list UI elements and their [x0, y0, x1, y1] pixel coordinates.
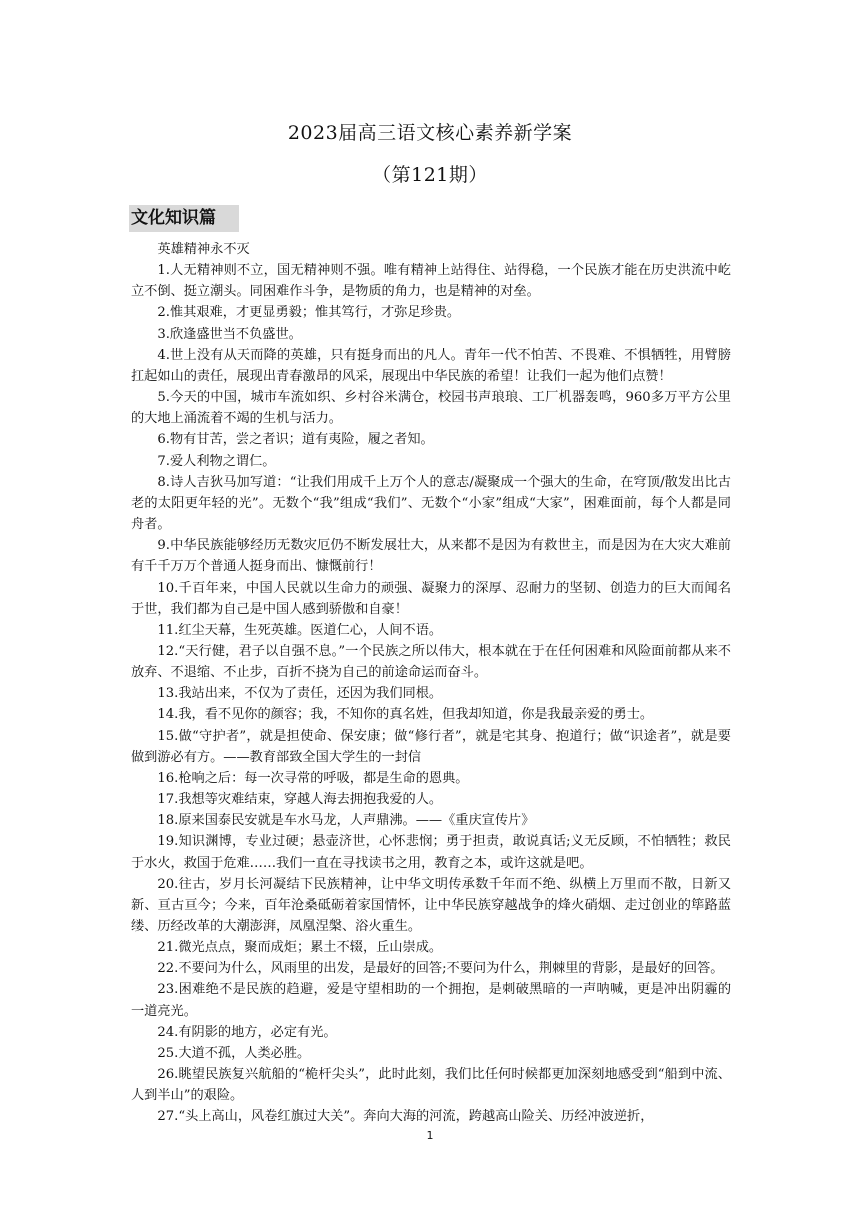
paragraph: 26.眺望民族复兴航船的“桅杆尖头”，此时此刻，我们比任何时候都更加深刻地感受到“船到中流、人到半山”的艰险。: [131, 1067, 731, 1104]
paragraph: 23.困难绝不是民族的趋避，爱是守望相助的一个拥抱，是刺破黑暗的一声呐喊，更是冲出阴霾的一道亮光。: [131, 982, 731, 1019]
paragraph: 16.枪响之后：每一次寻常的呼吸，都是生命的恩典。: [157, 770, 469, 786]
paragraph: 6.物有甘苦，尝之者识；道有夷险，履之者知。: [157, 432, 434, 448]
paragraph: 17.我想等灾难结束，穿越人海去拥抱我爱的人。: [157, 792, 443, 808]
paragraph: 13.我站出来，不仅为了责任，还因为我们同根。: [157, 686, 443, 702]
paragraph: 19.知识渊博，专业过硬；悬壶济世，心怀悲悯；勇于担责，敢说真话;义无反顾，不怕牺牲；救民于水火，救国于危难……我们一直在寻找读书之用，教育之本，或许这就是吧。: [131, 834, 731, 871]
paragraph: 21.微光点点，聚而成炬；累土不辍，丘山崇成。: [157, 940, 443, 956]
paragraph: 12.“天行健，君子以自强不息。”一个民族之所以伟大，根本就在于在任何困难和风险面前都从来不放弃、不退缩、不止步，百折不挠为自己的前途命运而奋斗。: [131, 643, 731, 681]
paragraph: 24.有阴影的地方，必定有光。: [157, 1024, 337, 1040]
paragraph: 1.人无精神则不立，国无精神则不强。唯有精神上站得住、站得稳，一个民族才能在历史洪流中屹立不倒、挺立潮头。同困难作斗争，是物质的角力，也是精神的对垒。: [131, 263, 731, 300]
document-body: [131, 239, 731, 1128]
issue-number: （第121期）: [372, 164, 488, 186]
paragraph: 15.做“守护者”，就是担使命、保安康；做“修行者”，就是宅其身、抱道行；做“识途者”，就是要做到游必有方。——教育部致全国大学生的一封信: [131, 728, 731, 765]
paragraph: 14.我，看不见你的颜容；我，不知你的真名姓，但我却知道，你是我最亲爱的勇士。: [157, 707, 654, 723]
paragraph: 25.大道不孤，人类必胜。: [157, 1045, 311, 1061]
paragraph: 11.红尘天幕，生死英雄。医道仁心，人间不语。: [157, 622, 443, 638]
paragraph: 7.爱人利物之谓仁。: [157, 453, 276, 469]
section-heading: 文化知识篇: [129, 205, 239, 232]
paragraph: 2.惟其艰难，才更显勇毅；惟其笃行，才弥足珍贵。: [157, 305, 461, 321]
page-number: 1: [426, 1129, 434, 1142]
paragraph: 4.世上没有从天而降的英雄，只有挺身而出的凡人。青年一代不怕苦、不畏难、不惧牺牲，用臂膀扛起如山的责任，展现出青春激昂的风采，展现出中华民族的希望！让我们一起为他们点赞！: [131, 347, 731, 384]
subheading: 英雄精神永不灭: [157, 242, 250, 257]
paragraph: 27.“头上高山，风卷红旗过大关”。奔向大海的河流，跨越高山险关、历经冲波逆折，: [157, 1109, 654, 1125]
paragraph: 8.诗人吉狄马加写道：“让我们用成千上万个人的意志/凝聚成一个强大的生命，在穹顶/散发出比古老的太阳更年轻的光”。无数个“我”组成“我们”、无数个“小家”组成“大家”，困难面前，每个人都是同舟者。: [131, 474, 731, 533]
paragraph: 3.欣逢盛世当不负盛世。: [157, 326, 302, 342]
paragraph: 20.往古，岁月长河凝结下民族精神，让中华文明传承数千年而不绝、纵横上万里而不散，日新又新、亘古亘今；今来，百年沧桑砥砺着家国情怀，让中华民族穿越战争的烽火硝烟、走过创业的筚路蓝缕、历经改革的大潮澎湃，凤凰涅槃、浴火重生。: [131, 876, 731, 934]
paragraph: 18.原来国泰民安就是车水马龙，人声鼎沸。——《重庆宣传片》: [157, 813, 535, 829]
paragraph: 10.千百年来，中国人民就以生命力的顽强、凝聚力的深厚、忍耐力的坚韧、创造力的巨大而闻名于世，我们都为自己是中国人感到骄傲和自豪！: [131, 580, 731, 617]
paragraph: 9.中华民族能够经历无数灾厄仍不断发展壮大，从来都不是因为有救世主，而是因为在大灾大难前有千千万万个普通人挺身而出、慷慨前行！: [131, 538, 731, 575]
paragraph: 22.不要问为什么，风雨里的出发，是最好的回答;不要问为什么，荆棘里的背影，是最好的回答。: [157, 961, 724, 977]
document-title: 2023届高三语文核心素养新学案: [287, 122, 573, 144]
paragraph: 5.今天的中国，城市车流如织、乡村谷米满仓，校园书声琅琅、工厂机器轰鸣，960多万平方公里的大地上涌流着不竭的生机与活力。: [131, 390, 731, 427]
